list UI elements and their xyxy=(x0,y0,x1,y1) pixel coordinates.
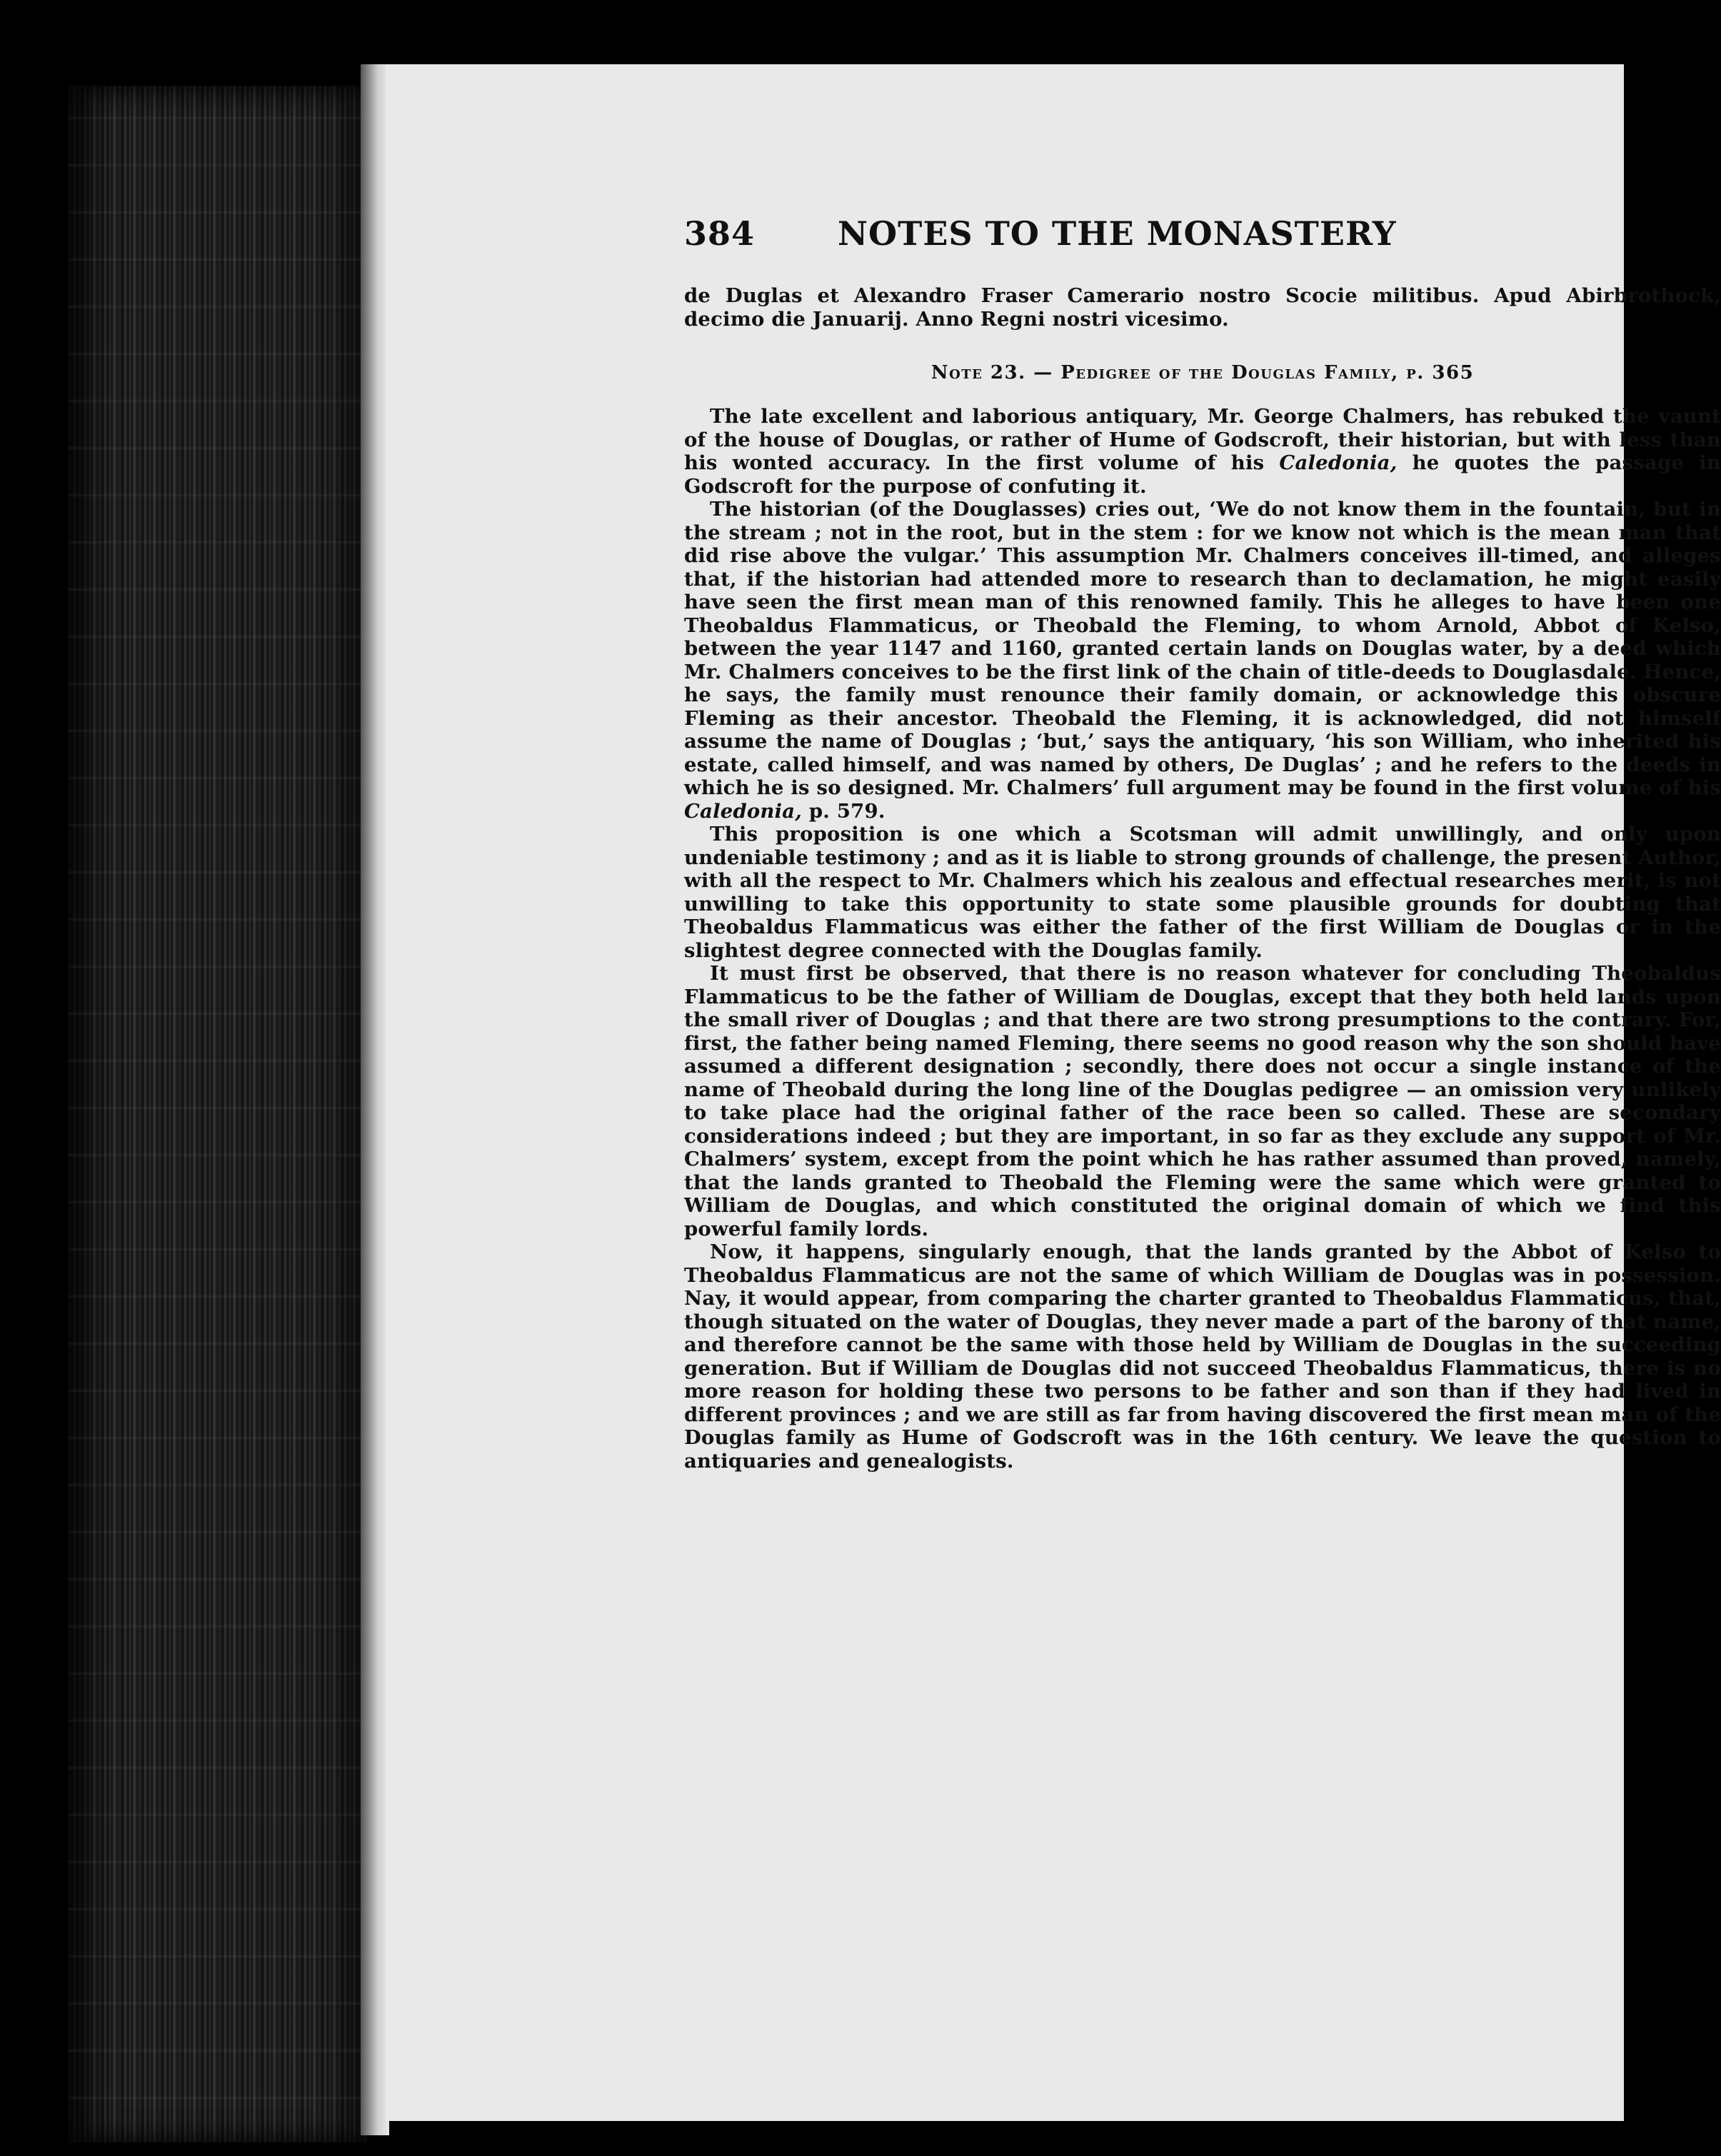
paragraph-1 xyxy=(684,405,1721,498)
paragraph-2-italic-title: Caledonia, xyxy=(684,799,803,823)
running-title: NOTES TO THE MONASTERY xyxy=(838,214,1397,253)
page-text-block xyxy=(684,214,1721,1473)
note-heading: Note 23. — Pedigree of the Douglas Family, p. 365 xyxy=(930,362,1475,383)
charter-closing-paragraph: de Duglas et Alexandro Fraser Camerario nostro Scocie militibus. Apud Abirbrothock, decimo die Januarij. Anno Regni nostri vicesimo. xyxy=(684,284,1721,331)
paragraph-4: It must first be observed, that there is no reason whatever for concluding Theobaldus Flammaticus to be the father of William de Douglas, except that they both held lands upon the small river of Douglas ; and that there are two strong presumptions to the contrary. For, first, the father being named Fleming, there seems no good reason why the son should have assumed a different designation ; secondly, there does not occur a single instance of the name of Theobald during the long line of the Douglas pedigree — an omission very unlikely to take place had the original father of the race been so called. These are secondary considerations indeed ; but they are important, in so far as they exclude any support of Mr. Chalmers’ system, except from the point which he has rather assumed than proved, namely, that the lands granted to Theobald the Fleming were the same which were granted to William de Douglas, and which constituted the original domain of which we find this powerful family lords. xyxy=(684,962,1721,1240)
paragraph-5: Now, it happens, singularly enough, that the lands granted by the Abbot of Kelso to Theobaldus Flammaticus are not the same of which William de Douglas was in possession. Nay, it would appear, from comparing the charter granted to Theobaldus Flammaticus, that, though situated on the water of Douglas, they never made a part of the barony of that name, and therefore cannot be the same with those held by William de Douglas in the succeeding generation. But if William de Douglas did not succeed Theobaldus Flammaticus, there is no more reason for holding these two persons to be father and son than if they had lived in different provinces ; and we are still as far from having discovered the first mean man of the Douglas family as Hume of Godscroft was in the 16th century. We leave the question to antiquaries and genealogists. xyxy=(684,1240,1721,1473)
paragraph-3: This proposition is one which a Scotsman will admit unwillingly, and only upon undeniable testimony ; and as it is liable to strong grounds of challenge, the present Author, with all the respect to Mr. Chalmers which his zealous and effectual researches merit, is not unwilling to take this opportunity to state some plausible grounds for doubting that Theobaldus Flammaticus was either the father of the first William de Douglas or in the slightest degree connected with the Douglas family. xyxy=(684,823,1721,962)
printed-page xyxy=(386,64,1721,2121)
page-number: 384 xyxy=(684,214,756,253)
paragraph-2-text-a: The historian (of the Douglasses) cries out, ‘We do not know them in the fountain, but in the stream ; not in the root, but in the stem : for we know not which is the mean man that did rise above the vulgar.’ This assumption Mr. Chalmers conceives ill-timed, and alleges that, if the historian had attended more to research than to declamation, he might easily have seen the first mean man of this renowned family. This he alleges to have been one Theobaldus Flammaticus, or Theobald the Fleming, to whom Arnold, Abbot of Kelso, between the year 1147 and 1160, granted certain lands on Douglas water, by a deed which Mr. Chalmers conceives to be the first link of the chain of title-deeds to Douglasdale. Hence, he says, the family must renounce their family domain, or acknowledge this obscure Fleming as their ancestor. Theobald the Fleming, it is acknowledged, did not himself assume the name of Douglas ; ‘but,’ says the antiquary, ‘his son William, who inherited his estate, called himself, and was named by others, De Duglas’ ; and he refers to the deeds in which he is so designed. Mr. Chalmers’ full argument may be found in the first volume of his xyxy=(684,498,1721,799)
running-head xyxy=(684,214,1721,276)
paragraph-1-text-a: The late excellent and laborious antiquary, Mr. George Chalmers, has rebuked the vaunt of the house of Douglas, or rather of Hume of Godscroft, their historian, but with less than his wonted accuracy. In the first volume of his xyxy=(684,405,1721,474)
page-gutter xyxy=(361,64,389,2135)
paragraph-1-text-b: he quotes the passage in Godscroft for the purpose of confuting it. xyxy=(684,451,1721,498)
book-page-edges xyxy=(68,86,368,2142)
paragraph-2-text-b: p. 579. xyxy=(802,799,885,823)
paragraph-2 xyxy=(684,498,1721,823)
paragraph-1-italic-title: Caledonia, xyxy=(1279,451,1398,474)
